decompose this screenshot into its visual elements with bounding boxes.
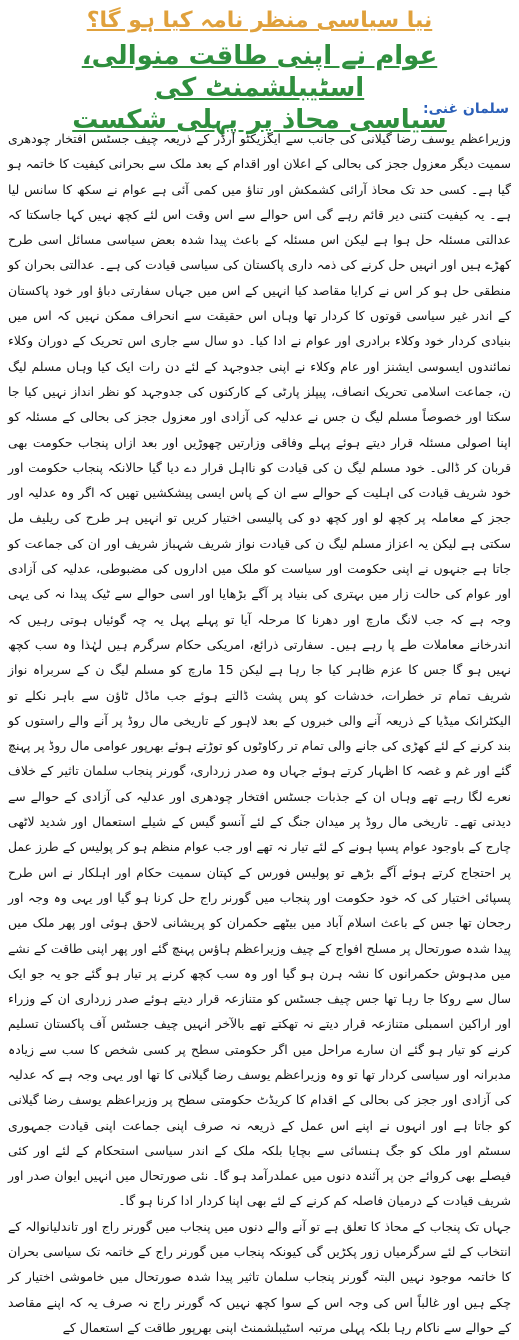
article-byline: سلمان غنی: bbox=[423, 101, 509, 117]
article-headline bbox=[20, 40, 499, 136]
headline-line-1: عوام نے اپنی طاقت منوالی، اسٹیبلشمنٹ کی bbox=[81, 41, 438, 103]
article-paragraph-2: جہاں تک پنجاب کے محاذ کا تعلق ہے تو آنے والے دنوں میں پنجاب میں گورنر راج اور تاندلیانوالہ کے انتخاب کے لئے سرگرمیاں زور پکڑیں گی کیونکہ پنجاب میں گورنر راج کے خاتمہ تک سیاسی بحران کا خاتمہ موجود نہیں البتہ گورنر پنجاب سلمان تاثیر پیدا شدہ صورتحال میں خاموشی اختیار کر چکے ہیں اور غالباً اس کی وجہ اس کے سوا کچھ نہیں کہ گورنر راج نہ صرف یہ کہ اپنے مقاصد کے حوالے سے ناکام رہا بلکہ پہلی مرتبہ اسٹیبلشمنٹ اپنی بھرپور طاقت کے استعمال کے bbox=[8, 1218, 511, 1335]
article-kicker: نیا سیاسی منظر نامہ کیا ہو گا؟ bbox=[86, 8, 433, 33]
headline-line-2: سیاسی محاذ پر پہلی شکست bbox=[72, 105, 447, 135]
article-body bbox=[8, 126, 511, 1335]
article-paragraph-1: وزیراعظم یوسف رضا گیلانی کی جانب سے ایگزیکٹو آرڈر کے ذریعہ چیف جسٹس افتخار چودھری سمیت دیگر معزول ججز کی بحالی کے اعلان اور اقدام کے بعد ملک سے بحرانی کیفیت کا خاتمہ ہو گیا ہے۔ کسی حد تک محاذ آرائی کشمکش اور تناؤ میں کمی آئی ہے عوام نے سکھ کا سانس لیا ہے۔ یہ کیفیت کتنی دیر قائم رہے گی اس حوالے سے اس وقت اس لئے کچھ نہیں کہا جاسکتا کہ عدالتی مسئلہ حل ہوا ہے لیکن اس مسئلہ کے باعث پیدا شدہ بعض سیاسی مسائل اسی طرح کھڑے ہیں اور انہیں حل کرنے کی ذمہ داری پاکستان کی سیاسی قیادت کی ہے۔ عدالتی بحران کو منطقی حل ہو کر اس نے کرایا مقاصد کیا انہیں کے اس میں جہاں سفارتی دباؤ اور خود پاکستان کے اندر غیر سیاسی قوتوں کا کردار تھا وہاں اس حقیقت سے انحراف ممکن نہیں کہ اس میں بنیادی کردار خود وکلاء برادری اور عوام نے ادا کیا۔ دو سال سے جاری اس تحریک کے دوران وکلاء نمائندوں ایسوسی ایشنز اور عام وکلاء نے اپنی جدوجہد کے لئے دن رات ایک کیا وہاں مسلم لیگ ن، جماعت اسلامی تحریک انصاف، پیپلز پارٹی کے کارکنوں کی جدوجہد کو نظر انداز نہیں کیا جا سکتا اور خصوصاً مسلم لیگ ن جس نے عدلیہ کی آزادی اور معزول ججز کی بحالی کے مسئلہ کو اپنا اصولی مسئلہ قرار دیتے ہوئے پہلے وفاقی وزارتیں چھوڑیں اور بعد ازاں پنجاب حکومت بھی قربان کر ڈالی۔ خود مسلم لیگ ن کی قیادت کو نااہل قرار دے دیا گیا حالانکہ پنجاب حکومت اور خود شریف قیادت کی اہلیت کے حوالے سے ان کے پاس ایسی پیشکشیں تھیں کہ اگر وہ عدلیہ اور ججز کے معاملہ پر کچھ لو اور کچھ دو کی پالیسی اختیار کریں تو انہیں ہر طرح کی ریلیف مل سکتی ہے لیکن یہ اعزاز مسلم لیگ ن کی قیادت نواز شریف شہباز شریف اور ان کی جماعت کو جاتا ہے جنہوں نے اپنی حکومت اور سیاست کو ملک میں اداروں کی مضبوطی، عدلیہ کی آزادی اور عوام کی حالت زار میں بہتری کی بنیاد پر آگے بڑھایا اور اسی حوالے سے ٹیک پیدا نہ کی یہی وجہ ہے کہ جب لانگ مارچ اور دھرنا کا مرحلہ آیا تو پہلے پہل یہ چہ گوئیاں ہوتی رہیں کہ اندرخانے معاملات طے پا رہے ہیں۔ سفارتی ذرائع، امریکی حکام سرگرم ہیں لہٰذا وہ سب کچھ نہیں ہو گا جس کا عزم ظاہر کیا جا رہا ہے لیکن 15 مارچ کو مسلم لیگ ن کے سربراہ نواز شریف تمام تر خطرات، خدشات کو پس پشت ڈالتے ہوئے جب ماڈل ٹاؤن سے باہر نکلے تو الیکٹرانک میڈیا کے ذریعہ آنے والی خبروں کے بعد لاہور کے تاریخی مال روڈ پر آنے والے راستوں کو بند کرنے کے لئے کھڑی کی جانے والی تمام تر رکاوٹوں کو توڑتے ہوئے بھرپور عوامی مال روڈ پر پہنچ گئے اور غم و غصہ کا اظہار کرتے ہوئے جہاں وہ صدر زرداری، گورنر پنجاب سلمان تاثیر کے خلاف نعرے لگا رہے تھے وہاں ان کے جذبات جسٹس افتخار چودھری اور عدلیہ کی آزادی کے حوالے سے دیدنی تھے۔ تاریخی مال روڈ پر میدان جنگ کے لئے آنسو گیس کے شیلے استعمال اور شدید لاٹھی چارج کے باوجود عوام پسپا ہونے کے لئے تیار نہ تھے اور جب عوام منظم ہو کر پولیس کے طرز عمل پر احتجاج کرتے ہوئے آگے بڑھے تو پولیس فورس کے کپتان سمیت حکام اور اہلکار نے اس طرح پسپائی اختیار کی کہ خود حکومت اور پنجاب میں گورنر راج حل کرنا ہو گیا اور یہی وہ وجہ اور رجحان تھا جس کے باعث اسلام آباد میں بیٹھے حکمران کو پریشانی لاحق ہوئی اور پھر ملک میں پیدا شدہ صورتحال پر مسلح افواج کے چیف وزیراعظم ہاؤس پہنچ گئے اور پھر اپنی طاقت کے نشے میں مدہوش حکمرانوں کا نشہ ہرن ہو گیا اور وہ سب کچھ کرنے پر تیار ہو گئے جو یہ جو ایک سال سے روکا جا رہا تھا جس چیف جسٹس کو متنازعہ قرار دیتے ہوئے صدر زرداری ان کے وزراء اور اراکین اسمبلی متنازعہ قرار دیتے نہ تھکتے تھے بالآخر انہیں چیف جسٹس آف پاکستان تسلیم کرنے کو تیار ہو گئے ان سارے مراحل میں اگر حکومتی سطح پر کسی شخص کا سب سے زیادہ مدبرانہ اور سیاسی کردار تھا تو وہ وزیراعظم یوسف رضا گیلانی کا تھا اور یہی وجہ ہے کہ عدلیہ کی آزادی اور ججز کی بحالی کے اقدام کا کریڈٹ حکومتی سطح پر وزیراعظم یوسف رضا گیلانی کو جاتا ہے اور انہوں نے اپنے اس عمل کے ذریعہ نہ صرف اپنی جماعت اپنی قیادت جمہوری سسٹم اور ملک کو جگ ہنسائی سے بچایا بلکہ ملک کے اندر سیاسی استحکام کے لئے اور کئی فیصلے بھی کروائے جن پر آئندہ دنوں میں عملدرآمد ہو گا۔ نئی صورتحال میں انہیں ایوان صدر اور شریف قیادت کے درمیان فاصلہ کم کرنے کے لئے بھی اپنا کردار ادا کرنا ہو گا۔ bbox=[8, 131, 511, 1209]
